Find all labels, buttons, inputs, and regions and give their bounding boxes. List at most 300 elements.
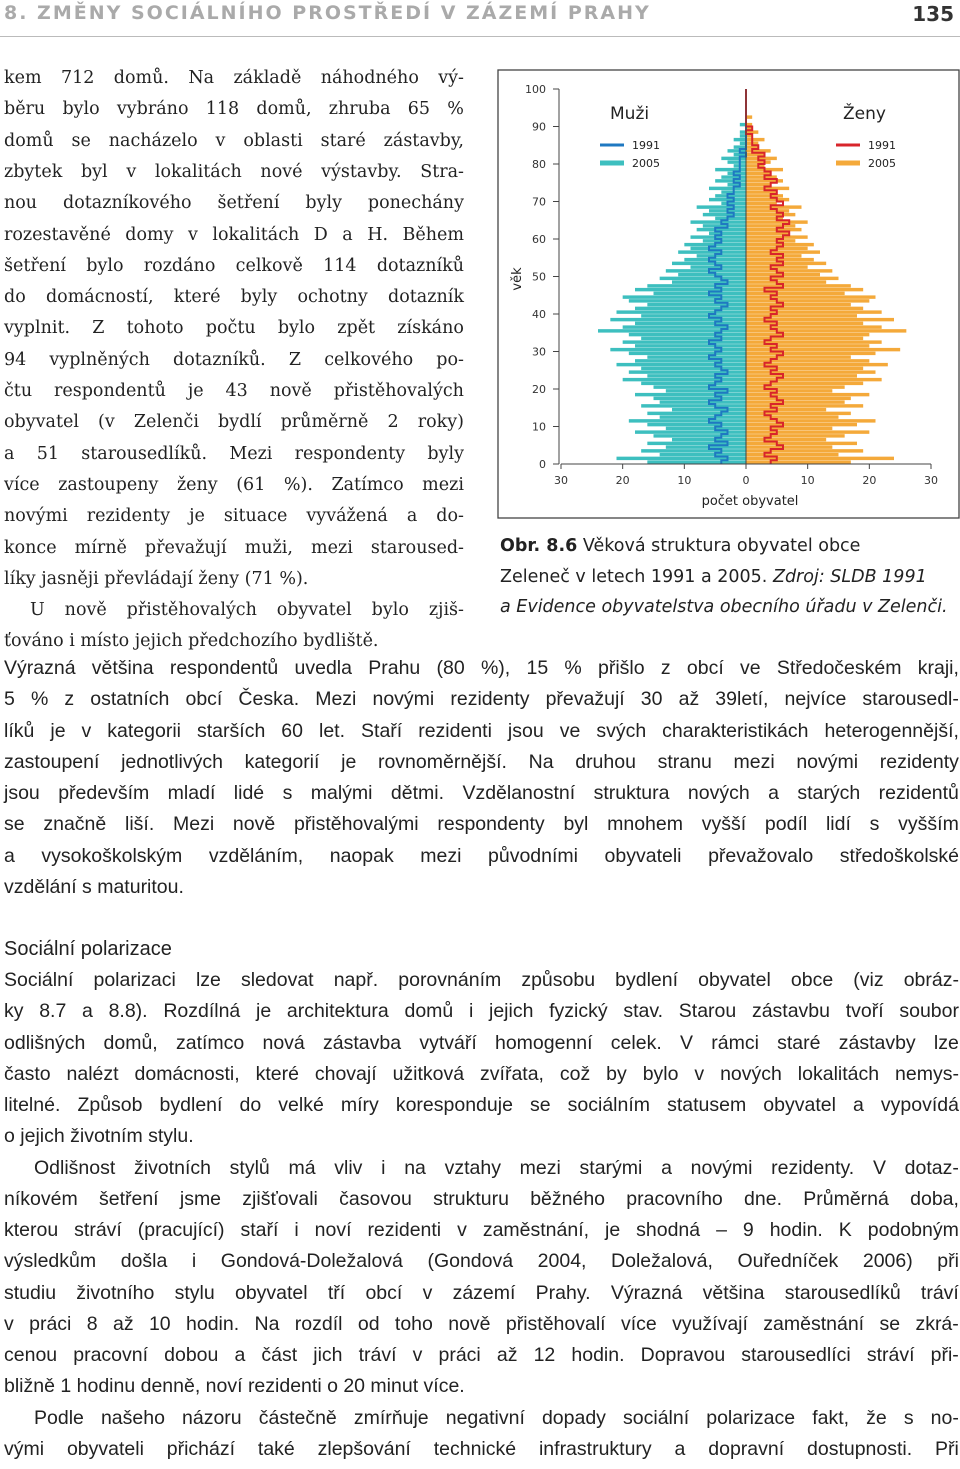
- x-tick-label: 10: [677, 474, 692, 487]
- word: fakt,: [812, 1406, 850, 1429]
- word: je: [605, 1219, 621, 1241]
- word: obyvateli: [66, 1437, 144, 1460]
- word: strukturu: [433, 1187, 509, 1210]
- word: 8.7: [39, 1000, 67, 1023]
- word: např.: [333, 969, 379, 991]
- paragraph-1-line: [4, 813, 959, 836]
- figure-caption-source: Zdroj: SLDB 1991: [772, 567, 927, 587]
- word: hodin.: [186, 1312, 240, 1335]
- word: Na: [188, 68, 215, 88]
- word: 43: [225, 381, 248, 401]
- word: bylo: [86, 255, 124, 276]
- left-text-line: [4, 538, 464, 558]
- bar-men-2005: [715, 168, 746, 171]
- bar-women-2005: [746, 378, 882, 381]
- word: rovnoměrnější.: [377, 750, 507, 773]
- word: zlepšování: [317, 1437, 411, 1460]
- bar-men-2005: [635, 307, 746, 310]
- word: níkovém: [4, 1187, 78, 1210]
- word: vztahy: [444, 1156, 501, 1179]
- word: jsou: [4, 782, 40, 804]
- word: domů,: [103, 1031, 158, 1054]
- population-pyramid-chart: [497, 69, 960, 519]
- x-axis-label: počet obyvatel: [701, 494, 799, 509]
- word: výstavby.: [321, 161, 402, 182]
- left-text-line: [4, 193, 464, 213]
- bar-women-2005: [746, 404, 863, 407]
- word: zjišťovali: [242, 1187, 318, 1210]
- word: dopravní: [708, 1437, 785, 1460]
- word: celkově: [235, 255, 303, 276]
- bar-men-2005: [635, 322, 746, 325]
- section-heading: Sociální polarizace: [4, 938, 172, 960]
- word: zmírňuje: [353, 1406, 429, 1429]
- word: svých: [596, 719, 647, 742]
- word: obyvatel: [276, 600, 352, 621]
- word: Výrazná: [610, 1281, 683, 1304]
- word: mezi: [519, 1156, 561, 1179]
- word: Rozdílná: [163, 1000, 241, 1023]
- bar-women-2005: [746, 307, 863, 310]
- word: hodin.: [769, 1219, 823, 1241]
- word: rezidenty: [450, 688, 530, 711]
- word: 12: [533, 1344, 556, 1366]
- bar-men-2005: [672, 408, 746, 411]
- panel-label-men: Muži: [610, 104, 650, 124]
- left-text-line: [4, 131, 464, 151]
- word: (61: [236, 474, 266, 495]
- bar-women-2005: [746, 284, 851, 287]
- word: míry: [340, 1094, 379, 1116]
- word: je: [341, 750, 357, 773]
- word: naopak: [329, 844, 394, 867]
- word: polarizaci: [93, 969, 176, 991]
- paragraph-3-line: [34, 1157, 959, 1180]
- word: stráví: [866, 1344, 915, 1366]
- word: starších: [197, 719, 266, 742]
- left-text-line: [4, 381, 464, 401]
- word: ky: [4, 1000, 24, 1023]
- word: polarizace: [706, 1406, 796, 1429]
- figure-number: Obr. 8.6: [500, 536, 578, 556]
- bar-women-2005: [746, 277, 839, 280]
- word: nová: [262, 1031, 305, 1054]
- word: starousedl-: [862, 688, 959, 711]
- paragraph-3-line: [4, 1344, 959, 1367]
- word: domy: [125, 224, 174, 245]
- paragraph-3-line: bližně 1 hodinu denně, noví rezidenti o 20 minut více.: [4, 1375, 465, 1398]
- word: stylů: [229, 1156, 270, 1179]
- word: kterou: [4, 1219, 59, 1241]
- word: staří: [240, 1219, 279, 1241]
- word: většina: [91, 657, 154, 679]
- word: v: [81, 719, 92, 742]
- word: V: [679, 1031, 693, 1054]
- word: čtu: [4, 381, 33, 401]
- bar-women-2005: [746, 348, 900, 351]
- paragraph-3-line: [4, 1188, 959, 1211]
- word: V: [872, 1156, 886, 1179]
- word: velké: [278, 1094, 324, 1116]
- word: stráví: [74, 1219, 122, 1241]
- word: domů.: [113, 68, 169, 88]
- word: zastoupení: [4, 750, 100, 773]
- word: domácnosti,: [134, 1062, 240, 1085]
- word: a: [342, 224, 353, 245]
- word: nových: [687, 782, 750, 804]
- bar-men-2005: [641, 449, 746, 452]
- word: Staří: [361, 719, 403, 742]
- word: nemys-: [895, 1062, 959, 1085]
- word: mnohem: [607, 813, 683, 836]
- bar-men-2005: [635, 288, 746, 291]
- word: Stra-: [420, 161, 464, 182]
- word: základě: [233, 68, 302, 88]
- word: 51: [36, 443, 59, 464]
- word: počtu: [205, 318, 256, 339]
- y-axis-label: věk: [510, 267, 525, 291]
- word: je: [189, 506, 205, 527]
- word: situace: [223, 506, 288, 527]
- word: šetření: [4, 255, 66, 276]
- word: se: [71, 130, 91, 151]
- bar-women-2005: [746, 385, 845, 388]
- word: heterogennější,: [824, 719, 959, 742]
- word: Při: [935, 1437, 959, 1460]
- paragraph-3-line: [4, 1313, 959, 1336]
- word: byly: [427, 443, 464, 464]
- word: Prahy.: [535, 1281, 591, 1304]
- bar-men-2005: [691, 220, 747, 223]
- word: v: [4, 1312, 14, 1335]
- word: životních: [134, 1156, 211, 1179]
- word: s: [903, 1406, 914, 1429]
- word: zastoupeny: [58, 474, 159, 495]
- word: let.: [319, 719, 346, 742]
- word: cenou: [4, 1344, 58, 1366]
- paragraph-4-line: [34, 1407, 959, 1430]
- word: staré: [777, 1031, 821, 1054]
- word: staré: [320, 130, 366, 151]
- word: %).: [283, 474, 313, 495]
- bar-men-2005: [617, 310, 747, 313]
- word: práci: [438, 1344, 481, 1366]
- bar-men-2005: [641, 367, 746, 370]
- word: více: [4, 474, 40, 495]
- left-text-line: [30, 600, 464, 620]
- bar-men-2005: [666, 269, 746, 272]
- bar-women-2005: [746, 393, 869, 396]
- bar-men-2005: [641, 404, 746, 407]
- word: Dopravou: [640, 1344, 726, 1366]
- word: a: [661, 1156, 672, 1179]
- word: v: [694, 1062, 705, 1085]
- word: koresponduje: [395, 1094, 513, 1116]
- word: mezi: [733, 750, 775, 773]
- word: (viz: [853, 969, 884, 991]
- word: Vzdělanostní: [462, 782, 576, 804]
- word: pracovní: [73, 1344, 149, 1366]
- bar-men-2005: [610, 318, 746, 321]
- word: Průměrná: [803, 1187, 889, 1210]
- word: kraji,: [917, 657, 959, 679]
- word: ve: [739, 657, 761, 679]
- word: dotazníků: [376, 255, 464, 276]
- word: H.: [367, 224, 389, 245]
- word: vzděláním,: [208, 844, 304, 867]
- word: obcí: [686, 657, 724, 679]
- word: zbytek: [4, 161, 63, 182]
- word: nejvíce: [784, 688, 847, 711]
- word: zástavby: [838, 1031, 916, 1054]
- word: statusem: [667, 1094, 747, 1116]
- word: Česka.: [238, 688, 300, 711]
- word: až: [112, 1312, 134, 1335]
- word: sledovat: [240, 969, 314, 991]
- word: 114: [323, 255, 357, 276]
- header-rule: [0, 36, 960, 37]
- word: v: [422, 1281, 433, 1304]
- left-text-line: [4, 350, 464, 370]
- word: chovají: [314, 1062, 377, 1085]
- paragraph-1-line: vzdělání s maturitou.: [4, 875, 184, 898]
- word: v: [126, 161, 137, 182]
- word: převažovalo: [708, 844, 814, 867]
- word: je: [187, 381, 204, 401]
- bar-women-2005: [746, 445, 832, 448]
- y-tick-label: 20: [532, 383, 546, 396]
- word: 118: [205, 99, 240, 120]
- word: většina: [702, 1281, 765, 1304]
- figure-caption-plain: Zeleneč v letech 1991 a 2005.: [500, 567, 768, 587]
- word: bydlení: [615, 969, 679, 991]
- paragraph-3-line: [4, 1250, 959, 1273]
- bar-men-2005: [623, 295, 746, 298]
- word: homogenní: [494, 1031, 593, 1054]
- word: dotazníků.: [173, 349, 266, 370]
- word: Způsob: [77, 1094, 143, 1116]
- bar-men-2005: [728, 160, 747, 163]
- bar-men-2005: [715, 179, 746, 182]
- word: přistěhovalí: [505, 1312, 606, 1335]
- bar-men-2005: [666, 427, 746, 430]
- word: mezi: [420, 844, 462, 867]
- word: doba,: [910, 1187, 959, 1210]
- word: bydlí: [218, 412, 262, 433]
- bar-men-2005: [647, 460, 746, 463]
- word: rezidenti: [367, 1219, 442, 1241]
- word: často: [4, 1062, 51, 1085]
- word: tvoří: [845, 1000, 884, 1023]
- word: nacházelo: [108, 130, 198, 151]
- paragraph-2-line: [4, 1032, 959, 1055]
- bar-men-2005: [623, 378, 746, 381]
- word: a: [82, 1000, 93, 1023]
- word: obyvatel: [234, 1281, 308, 1304]
- word: staroused-: [370, 537, 464, 558]
- word: jejich: [489, 1000, 534, 1023]
- bar-men-2005: [660, 415, 746, 418]
- bar-women-2005: [746, 438, 826, 441]
- word: nových: [720, 1062, 782, 1085]
- x-tick-label: 20: [862, 474, 877, 487]
- left-text-line: [4, 444, 464, 464]
- word: starousedlíci: [741, 1344, 851, 1366]
- word: rozdíl: [294, 1312, 343, 1335]
- word: domů: [4, 130, 54, 151]
- word: podíl: [764, 813, 808, 836]
- word: litelné.: [4, 1094, 61, 1116]
- word: zjiš-: [428, 600, 464, 621]
- left-text-line: [4, 506, 464, 526]
- word: zvířata,: [480, 1062, 544, 1085]
- word: využívají: [672, 1312, 748, 1335]
- word: novými: [4, 506, 68, 527]
- word: %: [564, 657, 582, 679]
- word: domácností,: [45, 287, 154, 308]
- word: a: [4, 443, 15, 464]
- left-text-line: [4, 68, 464, 88]
- word: jednotlivých: [121, 750, 223, 773]
- word: vými: [4, 1437, 45, 1460]
- word: Mezi: [315, 688, 357, 711]
- word: z: [660, 657, 671, 679]
- bar-men-2005: [647, 442, 746, 445]
- word: v: [457, 1219, 467, 1241]
- bar-women-2005: [746, 310, 882, 313]
- bar-men-2005: [647, 355, 746, 358]
- word: vliv: [334, 1156, 363, 1179]
- word: Mezi: [229, 443, 273, 464]
- word: převažují: [545, 688, 625, 711]
- bar-men-2005: [635, 344, 746, 347]
- bar-men-2005: [660, 453, 746, 456]
- word: běru: [4, 99, 46, 120]
- bar-men-2005: [629, 419, 746, 422]
- bar-women-2005: [746, 280, 826, 283]
- word: vybráno: [116, 99, 189, 120]
- bar-men-2005: [635, 359, 746, 362]
- word: Sociální: [4, 969, 74, 991]
- word: malými: [310, 782, 373, 804]
- word: (v: [98, 412, 115, 433]
- word: lze: [195, 969, 221, 991]
- word: že: [866, 1406, 887, 1429]
- word: do: [4, 287, 26, 308]
- word: celek.: [610, 1031, 662, 1054]
- paragraph-1-line: [4, 845, 959, 868]
- word: byl: [80, 161, 108, 182]
- word: rezidenti: [418, 719, 492, 742]
- word: vyplnit.: [4, 318, 71, 339]
- bar-women-2005: [746, 460, 851, 463]
- word: rezidenty.: [771, 1156, 855, 1179]
- word: Ouředníček: [737, 1250, 839, 1273]
- word: z: [64, 688, 75, 711]
- word: ponechány: [367, 193, 464, 214]
- y-tick-label: 30: [532, 345, 546, 359]
- word: i: [294, 1219, 299, 1241]
- bar-women-2005: [746, 415, 839, 418]
- word: zkrá-: [915, 1312, 959, 1335]
- x-tick-label: 10: [800, 474, 815, 487]
- word: rezidenty: [879, 750, 959, 773]
- bar-women-2005: [746, 213, 795, 216]
- bar-women-2005: [746, 352, 876, 355]
- word: obráz-: [903, 969, 959, 991]
- word: novými: [372, 688, 435, 711]
- word: zhruba: [328, 99, 391, 120]
- word: respondenty: [437, 813, 545, 836]
- word: Výrazná: [4, 657, 76, 679]
- word: dostupnosti.: [807, 1437, 913, 1460]
- figure-caption-line-3: [500, 597, 948, 617]
- word: zatímco: [175, 1031, 245, 1054]
- bar-men-2005: [635, 430, 746, 433]
- word: 8: [86, 1312, 98, 1335]
- word: s: [282, 782, 293, 804]
- bar-women-2005: [746, 400, 845, 403]
- word: dotazníkového: [63, 193, 192, 214]
- left-text-line: [4, 225, 464, 245]
- word: způsobu: [521, 969, 596, 991]
- word: tří: [327, 1281, 346, 1304]
- left-text-line: [4, 162, 464, 182]
- bar-men-2005: [647, 284, 746, 287]
- bar-men-2005: [647, 374, 746, 377]
- line-men-1991: [709, 89, 746, 464]
- y-tick-label: 90: [532, 120, 546, 134]
- bar-men-2005: [654, 434, 747, 437]
- bar-women-2005: [746, 453, 839, 456]
- word: starými: [579, 1156, 643, 1179]
- figure-caption-line-2: [500, 567, 927, 587]
- word: životního: [76, 1281, 155, 1304]
- word: D: [313, 224, 328, 245]
- paragraph-1-line: [4, 720, 959, 743]
- x-tick-label: 30: [554, 474, 568, 487]
- word: studiu: [4, 1281, 57, 1304]
- word: U: [30, 600, 45, 621]
- bar-women-2005: [746, 299, 869, 302]
- word: a: [768, 782, 779, 804]
- word: dobou: [164, 1344, 219, 1366]
- word: tráví: [920, 1281, 959, 1304]
- y-tick-label: 80: [532, 158, 546, 171]
- word: konce: [4, 537, 57, 558]
- word: což: [559, 1062, 591, 1085]
- word: domů: [404, 1000, 454, 1023]
- word: získáno: [397, 318, 464, 339]
- bar-men-2005: [654, 397, 747, 400]
- word: ostatních: [90, 688, 170, 711]
- y-tick-label: 40: [532, 308, 546, 321]
- word: pracovního: [626, 1187, 723, 1210]
- word: dne.: [744, 1187, 782, 1210]
- word: stav.: [623, 1000, 664, 1023]
- word: dopady: [541, 1406, 606, 1429]
- word: Prahu: [368, 657, 421, 679]
- word: je: [50, 719, 66, 742]
- word: architektura: [286, 1000, 389, 1023]
- bar-women-2005: [746, 333, 869, 336]
- word: 39letí,: [715, 688, 769, 711]
- word: šetření: [98, 1187, 159, 1210]
- word: 9: [742, 1219, 754, 1241]
- bar-men-2005: [697, 205, 746, 208]
- word: starousedlíků.: [81, 443, 208, 464]
- word: 712: [60, 68, 95, 88]
